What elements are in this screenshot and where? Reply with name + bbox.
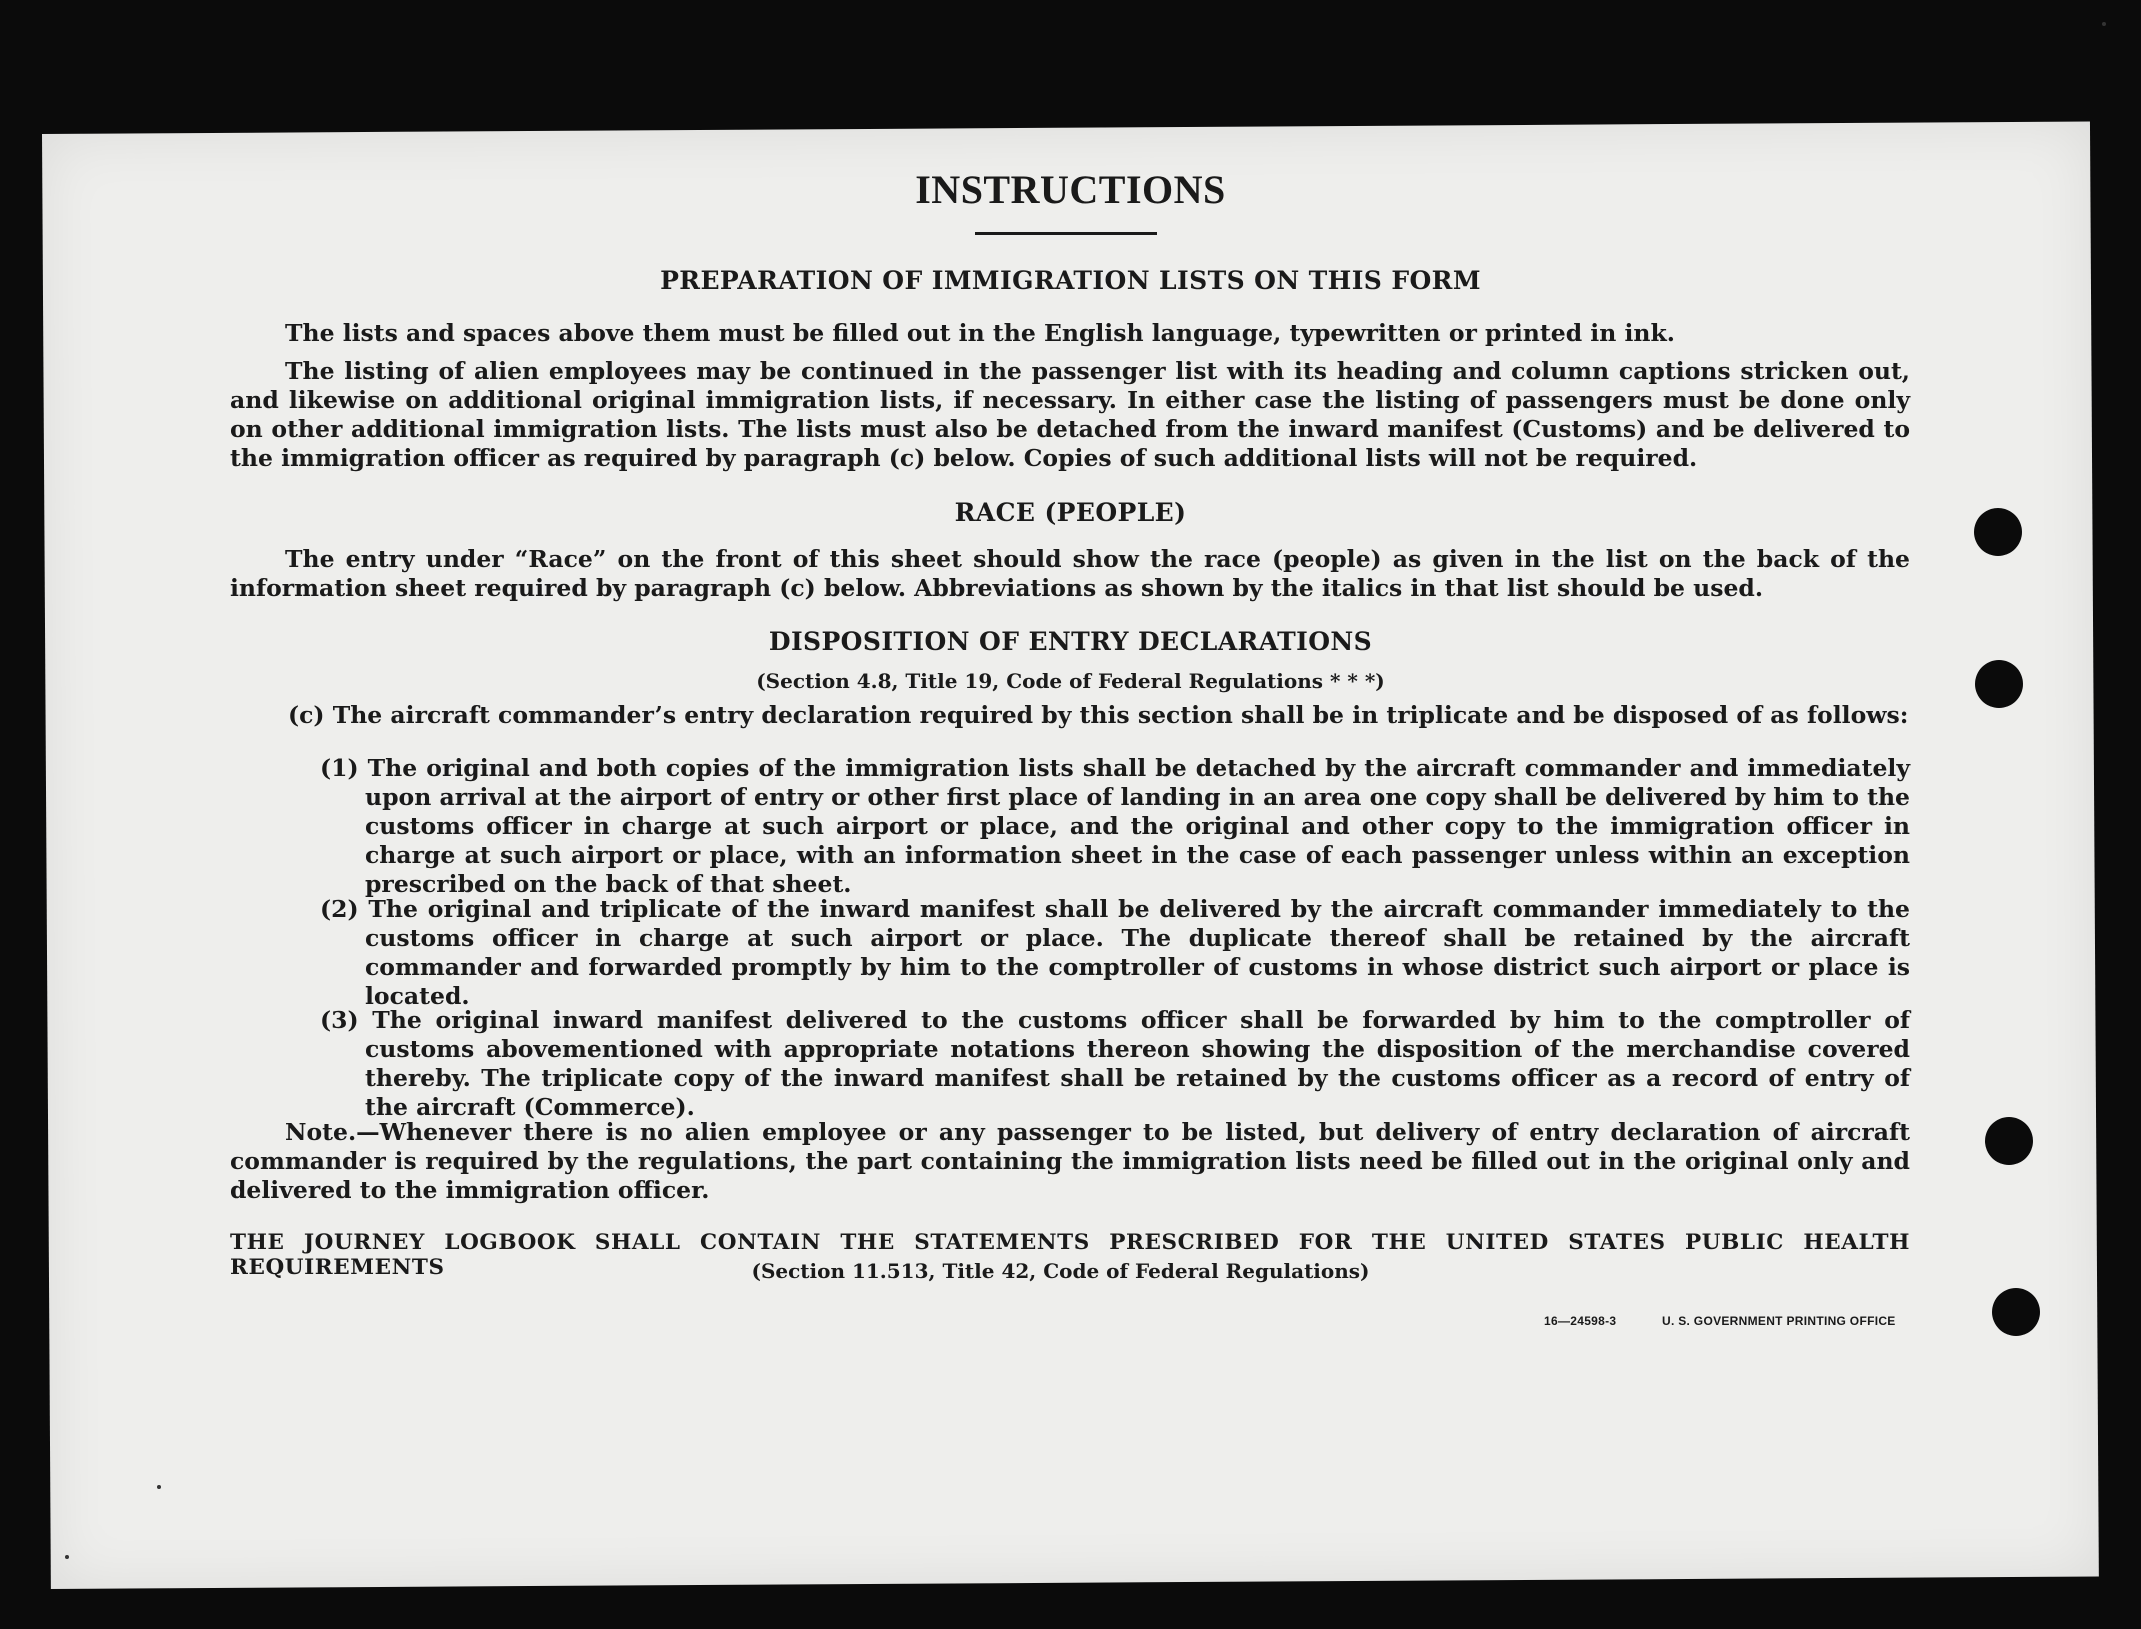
preparation-paragraph-1: The lists and spaces above them must be filled out in the English language, typewritten or printed in ink. [285, 319, 1675, 347]
heading-disposition: DISPOSITION OF ENTRY DECLARATIONS [768, 627, 1373, 656]
form-number: 16—24598-3 [1544, 1314, 1617, 1328]
disposition-item-2: (2) The original and triplicate of the inward manifest shall be delivered by the aircraft commander immediately to the customs officer in charge at such airport or place. The duplicate thereof shall be retained by the aircraft commander and forwarded promptly by him to the comptroller of customs in whose district such airport or place is located. [320, 895, 1910, 1010]
punch-hole [1985, 1117, 2033, 1165]
heading-preparation: PREPARATION OF IMMIGRATION LISTS ON THIS FORM [660, 266, 1481, 295]
disposition-item-1: (1) The original and both copies of the immigration lists shall be detached by the aircraft commander and immediately upon arrival at the airport of entry or other first place of landing in an area one copy shall be delivered by him to the customs officer in charge at such airport or place, and the original and other copy to the immigration officer in charge at such airport or place, with an information sheet in the case of each passenger unless within an exception prescribed on the back of that sheet. [320, 754, 1910, 898]
page-title: INSTRUCTIONS [915, 167, 1226, 212]
speck [2102, 22, 2106, 26]
printer-credit: U. S. GOVERNMENT PRINTING OFFICE [1662, 1314, 1896, 1328]
health-requirements-statement: THE JOURNEY LOGBOOK SHALL CONTAIN THE STATEMENTS PRESCRIBED FOR THE UNITED STATES PUBLIC HEALTH REQUIREMENTS [230, 1230, 1910, 1280]
preparation-paragraph-2: The listing of alien employees may be continued in the passenger list with its heading and column captions stricken out, and likewise on additional original immigration lists, if necessary. In either case the listing of passengers must be done only on other additional immigration lists. The lists must also be detached from the inward manifest (Customs) and be delivered to the immigration officer as required by paragraph (c) below. Copies of such additional lists will not be required. [230, 357, 1910, 472]
disposition-item-3: (3) The original inward manifest delivered to the customs officer shall be forwarded by him to the comptroller of customs abovementioned with appropriate notations thereon showing the disposition of the merchandise covered thereby. The triplicate copy of the inward manifest shall be retained by the customs officer as a record of entry of the aircraft (Commerce). [320, 1006, 1910, 1121]
disposition-citation: (Section 4.8, Title 19, Code of Federal Regulations * * *) [756, 669, 1385, 693]
punch-hole [1992, 1288, 2040, 1336]
note-paragraph: Note.—Whenever there is no alien employee or any passenger to be listed, but delivery of entry declaration of aircraft commander is required by the regulations, the part containing the immigration lists need be filled out in the original only and delivered to the immigration officer. [230, 1118, 1910, 1204]
heading-race: RACE (PEOPLE) [954, 498, 1187, 527]
race-paragraph: The entry under “Race” on the front of this sheet should show the race (people) as given in the list on the back of the information sheet required by paragraph (c) below. Abbreviations as shown by the italics in that list should be used. [230, 545, 1910, 602]
title-rule [975, 232, 1157, 235]
speck [65, 1555, 69, 1559]
health-citation: (Section 11.513, Title 42, Code of Federal Regulations) [751, 1259, 1370, 1283]
speck [157, 1485, 161, 1489]
disposition-intro: (c) The aircraft commander’s entry declaration required by this section shall be in triplicate and be disposed of as follows: [288, 701, 1909, 729]
